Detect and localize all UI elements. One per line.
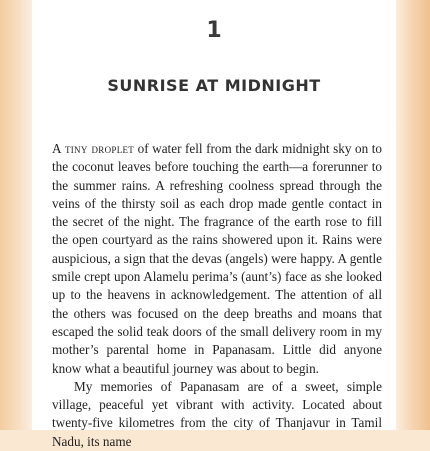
opening-small-caps: A tiny droplet — [52, 141, 135, 156]
paragraph-1-text: of water fell from the dark midnight sky on to the coconut leaves before touching the earth—a forerunner to the summer rains. A refreshing coolness spread through the veins of the thirsty soil as each drop made gentle contact in the secret of the night. The fragrance of the earth rose to fill the open courtyard as the rains showered upon it. Rains were auspicious, a sign that the devas (angels) were happy. A gentle smile crept upon Alamelu perima’s (aunt’s) face as she looked up to the heavens in acknowledgement. The attention of all the others was focused on the deep breaths and moans that escaped the solid teak doors of the small delivery room in my mother’s parental home in Papanasam. Little did anyone know what a beautiful journey was about to begin. — [52, 141, 382, 376]
chapter-title: SUNRISE AT MIDNIGHT — [107, 76, 321, 95]
book-page — [32, 0, 396, 449]
page-edge-left — [0, 0, 32, 430]
paragraph-2: My memories of Papanasam are of a sweet, simple village, peaceful yet vibrant with activity. Located about twenty-five kilometres from the city of Thanjavur in Tamil Nadu, its name — [52, 378, 382, 449]
paragraph-1 — [52, 140, 382, 378]
chapter-body — [52, 140, 382, 451]
page-edge-right — [396, 0, 430, 430]
chapter-number: 1 — [206, 18, 222, 43]
